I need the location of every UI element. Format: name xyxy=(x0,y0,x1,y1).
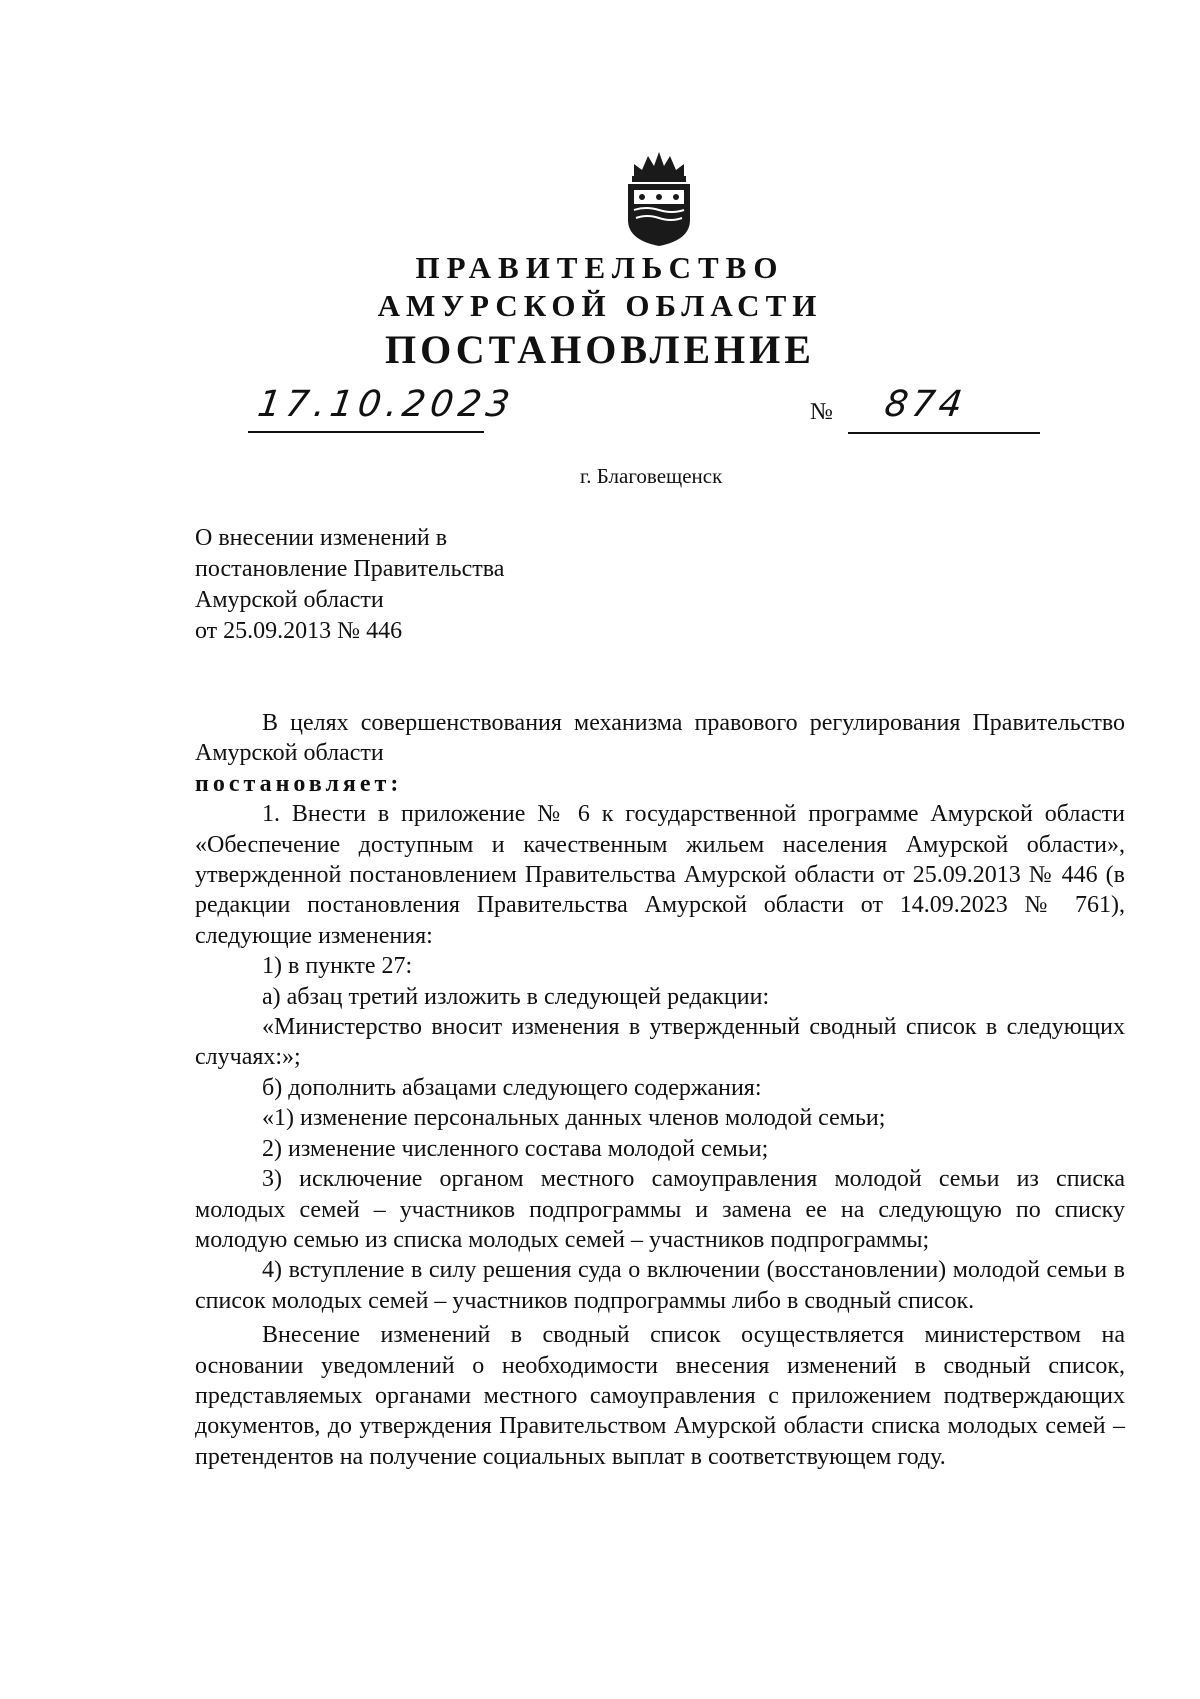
final-paragraph: Внесение изменений в сводный список осуществляется министерством на основании уведомлений о необходимости внесения изменений в сводный список, представляемых органами местного самоуправления с приложением подтверждающих документов, до утверждения Правительством Амурской области списка молодых семей – претендентов на получение социальных выплат в соответствующем году. xyxy=(195,1322,1125,1470)
government-name-line2: АМУРСКОЙ ОБЛАСТИ xyxy=(377,288,823,323)
case-3-paragraph: 3) исключение органом местного самоуправления молодой семьи из списка молодых семей – участников подпрограммы и замена ее на следующую по списку молодую семью из списка молодых семей – участников подпрограммы; xyxy=(195,1166,1125,1253)
case-4-paragraph: 4) вступление в силу решения суда о включении (восстановлении) молодой семьи в список молодых семей – участников подпрограммы либо в сводный список. xyxy=(195,1257,1125,1314)
subject-line: постановление Правительства xyxy=(195,556,505,582)
quote-paragraph: «Министерство вносит изменения в утвержденный сводный список в следующих случаях:»; xyxy=(195,1014,1125,1071)
number-underline xyxy=(848,432,1040,434)
subject-line: от 25.09.2013 № 446 xyxy=(195,618,403,644)
subitem-1b-paragraph: б) дополнить абзацами следующего содержания: xyxy=(262,1074,762,1101)
subitem-1a-paragraph: а) абзац третий изложить в следующей редакции: xyxy=(262,983,770,1010)
item-1-paragraph: 1. Внести в приложение № 6 к государственной программе Амурской области «Обеспечение доступным и качественным жильем населения Амурской области», утвержденной постановлением Правительства Амурской области от 25.09.2013 № 446 (в редакции постановления Правительства Амурской области от 14.09.2023 № 761), следующие изменения: xyxy=(195,801,1125,949)
subject-line: О внесении изменений в xyxy=(195,525,448,551)
handwritten-number: 874 xyxy=(882,384,969,425)
decides-keyword: постановляет: xyxy=(195,770,403,797)
number-label: № xyxy=(810,399,833,425)
subject-line: Амурской области xyxy=(195,587,384,613)
document-body xyxy=(195,708,1125,1472)
city-name: г. Благовещенск xyxy=(580,464,723,488)
handwritten-date: 17.10.2023 xyxy=(255,384,518,425)
government-name-line1: ПРАВИТЕЛЬСТВО xyxy=(415,250,785,285)
case-2-paragraph: 2) изменение численного состава молодой семьи; xyxy=(262,1135,769,1162)
date-underline xyxy=(248,431,484,433)
document-type-title: ПОСТАНОВЛЕНИЕ xyxy=(385,327,815,372)
preamble-paragraph: В целях совершенствования механизма правового регулирования Правительство Амурской области xyxy=(195,710,1125,767)
coat-of-arms-icon xyxy=(620,148,698,248)
subitem-1-paragraph: 1) в пункте 27: xyxy=(262,953,413,980)
case-1-paragraph: «1) изменение персональных данных членов молодой семьи; xyxy=(262,1105,886,1132)
document-subject xyxy=(195,523,695,647)
